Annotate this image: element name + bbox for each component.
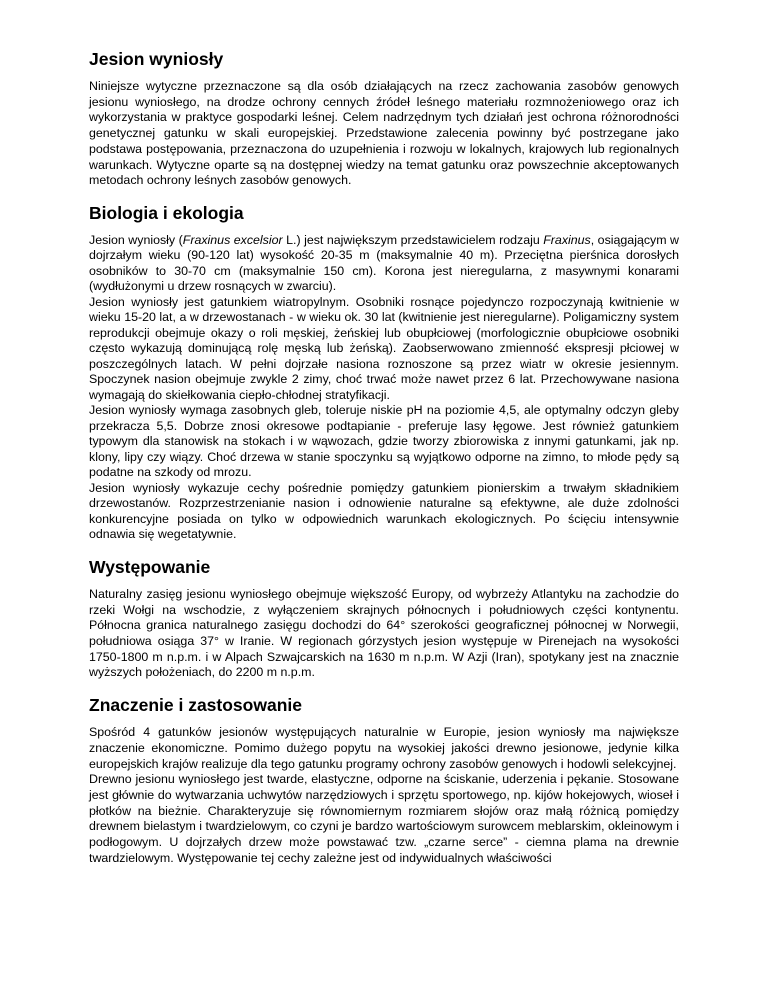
section-heading: Występowanie <box>89 556 211 577</box>
document-page <box>89 48 679 879</box>
latin-name: Fraxinus <box>543 232 591 247</box>
paragraph: Naturalny zasięg jesionu wyniosłego obejmuje większość Europy, od wybrzeży Atlantyku na zachodzie do rzeki Wołgi na wschodzie, z wyłączeniem skrajnych północnych i południowych części kontynentu. Północna granica naturalnego zasięgu dochodzi do 64° szerokości geograficznej północnej w Norwegii, południowa osiąga 37° w Iranie. W regionach górzystych jesion występuje w Pirenejach na wysokości 1750-1800 m n.p.m. i w Alpach Szwajcarskich na 1630 m n.p.m. W Azji (Iran), spotykany jest na znacznie wyższych położeniach, do 2200 m n.p.m. <box>89 586 679 680</box>
paragraph: Jesion wyniosły wykazuje cechy pośrednie pomiędzy gatunkiem pionierskim a trwałym składnikiem drzewostanów. Rozprzestrzenianie nasion i odnowienie naturalne są efektywne, ale duże zdolności konkurencyjne posiada on tylko w odpowiednich warunkach ekologicznych. Po ścięciu intensywnie odnawia się wegetatywnie. <box>89 480 679 542</box>
text-run: L.) jest największym przedstawicielem rodzaju <box>282 232 544 247</box>
paragraph: Jesion wyniosły wymaga zasobnych gleb, toleruje niskie pH na poziomie 4,5, ale optymalny odczyn gleby przekracza 5,5. Dobrze znosi okresowe podtapianie - preferuje lasy łęgowe. Jest również gatunkiem typowym dla stanowisk na stokach i w wąwozach, gdzie tworzy zbiorowiska z innymi gatunkami, jak np. klony, lipy czy wiązy. Choć drzewa w stanie spoczynku są wyjątkowo odporne na zimno, to młode pędy są podatne na szkody od mrozu. <box>89 403 679 480</box>
section-heading: Biologia i ekologia <box>89 202 244 223</box>
section-heading: Jesion wyniosły <box>89 49 224 69</box>
paragraph: Niniejsze wytyczne przeznaczone są dla osób działających na rzecz zachowania zasobów genowych jesionu wyniosłego, na drodze ochrony cennych źródeł leśnego materiału rozmnożeniowego oraz ich wykorzystania w praktyce gospodarki leśnej. Celem nadrzędnym tych działań jest ochrona różnorodności genetycznej gatunku w skali europejskiej. Przedstawione zalecenia powinny być postrzegane jako podstawa postępowania, przeznaczona do uzupełnienia i rozwoju w lokalnych, krajowych lub regionalnych warunkach. Wytyczne oparte są na dostępnej wiedzy na temat gatunku oraz powszechnie akceptowanych metodach ochrony leśnych zasobów genowych. <box>89 79 679 188</box>
section-jesion-wyniosly <box>89 48 679 189</box>
section-znaczenie-i-zastosowanie <box>89 694 679 866</box>
text-run: , osiągającym w dojrzałym wieku (90-120 lat) wysokość 20-35 m (maksymalnie 40 m). Przeciętna pierśnica dorosłych osobników to 30-70 cm (maksymalnie 150 cm). Korona jest nieregularna, z masywnymi konarami (wydłużonymi u drzew rosnących w zwarciu). <box>89 232 679 294</box>
section-wystepowanie <box>89 556 679 681</box>
paragraph: Drewno jesionu wyniosłego jest twarde, elastyczne, odporne na ściskanie, uderzenia i pękanie. Stosowane jest głównie do wytwarzania uchwytów narzędziowych i sprzętu sportowego, np. kijów hokejowych, wioseł i płotków na bieżnie. Charakteryzuje się równomiernym rozmiarem słojów oraz małą różnicą pomiędzy drewnem bielastym i twardzielowym, co czyni je bardzo wartościowym surowcem meblarskim, okleinowym i podłogowym. U dojrzałych drzew może powstawać tzw. „czarne serce” - ciemna plama na drewnie twardzielowym. Występowanie tej cechy zależne jest od indywidualnych właściwości <box>89 772 679 865</box>
paragraph: Jesion wyniosły jest gatunkiem wiatropylnym. Osobniki rosnące pojedynczo rozpoczynają kwitnienie w wieku 15-20 lat, a w drzewostanach - w wieku ok. 30 lat (kwitnienie jest nieregularne). Poligamiczny system reprodukcji obejmuje okazy o roli męskiej, żeńskiej lub obupłciowej (morfologicznie obupłciowe osobniki często wykazują dominującą rolę męską lub żeńską). Zaobserwowano zmienność ekspresji płciowej w poszczególnych latach. W pełni dojrzałe nasiona roznoszone są przez wiatr w okresie jesiennym. Spoczynek nasion obejmuje zwykle 2 zimy, choć trwać może nawet przez 6 lat. Przechowywane nasiona wymagają do skiełkowania ciepło-chłodnej stratyfikacji. <box>89 294 679 402</box>
latin-name: Fraxinus excelsior <box>182 232 283 247</box>
section-heading: Znaczenie i zastosowanie <box>89 695 302 716</box>
section-biologia-i-ekologia <box>89 202 679 543</box>
paragraph: Spośród 4 gatunków jesionów występujących naturalnie w Europie, jesion wyniosły ma największe znaczenie ekonomiczne. Pomimo dużego popytu na wysokiej jakości drewno jesionowe, jedynie kilka europejskich krajów realizuje dla tego gatunku programy ochrony zasobów genowych i hodowli selekcyjnej. <box>89 725 679 771</box>
paragraph <box>89 233 679 295</box>
text-run: Jesion wyniosły ( <box>89 232 183 247</box>
